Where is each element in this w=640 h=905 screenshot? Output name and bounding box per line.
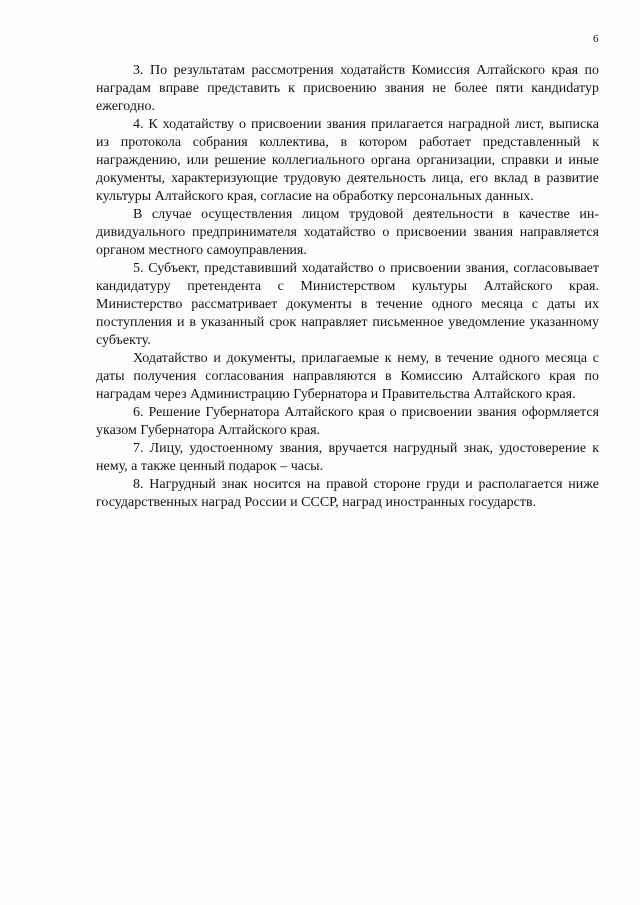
paragraph-4-required-documents: 4. К ходатайству о присвоении звания прилагается наградной лист, выписка из протокола собрания коллектива, в котором работает представленный к награждению, или решение коллегиального органа организации, справки и иные документы, характеризующие трудовую деятельность лица, его вклад в развитие культуры Алтайского края, согласие на обработку персональных данных. [96, 117, 599, 204]
document-body [96, 62, 599, 512]
paragraph-documents-submission: Ходатайство и документы, прилагаемые к нему, в течение одного месяца с даты получения согласования направляются в Комиссию Алтайского края по наградам через Администрацию Губернатора и Правительства Алтайского края. [96, 351, 599, 402]
page-number: 6 [593, 33, 599, 45]
paragraph-3-commission-nominations: 3. По результатам рассмотрения ходатайств Комиссия Алтайского края по наградам вправе представить к присвоению звания не более пяти кандиdатур ежегодно. [96, 63, 599, 114]
paragraph-individual-entrepreneur: В случае осуществления лицом трудовой деятельности в качестве индивидуального предпринимателя ходатайство о присвоении звания направляется органом местного самоуправления. [96, 207, 599, 258]
paragraph-7-award-items: 7. Лицу, удостоенному звания, вручается нагрудный знак, удостоверение к нему, а также ценный подарок – часы. [96, 441, 599, 474]
paragraph-6-governor-decree: 6. Решение Губернатора Алтайского края о присвоении звания оформляется указом Губернатора Алтайского края. [96, 405, 599, 438]
paragraph-5-ministry-approval: 5. Субъект, представивший ходатайство о присвоении звания, согласовывает кандидатуру претендента с Министерством культуры Алтайского края. Министерство рассматривает документы в течение одного месяца с даты их поступления и в указанный срок направляет письменное уведомление указанному субъекту. [96, 261, 599, 348]
paragraph-8-badge-placement: 8. Нагрудный знак носится на правой стороне груди и располагается ниже государственных наград России и СССР, наград иностранных государств. [96, 477, 599, 510]
